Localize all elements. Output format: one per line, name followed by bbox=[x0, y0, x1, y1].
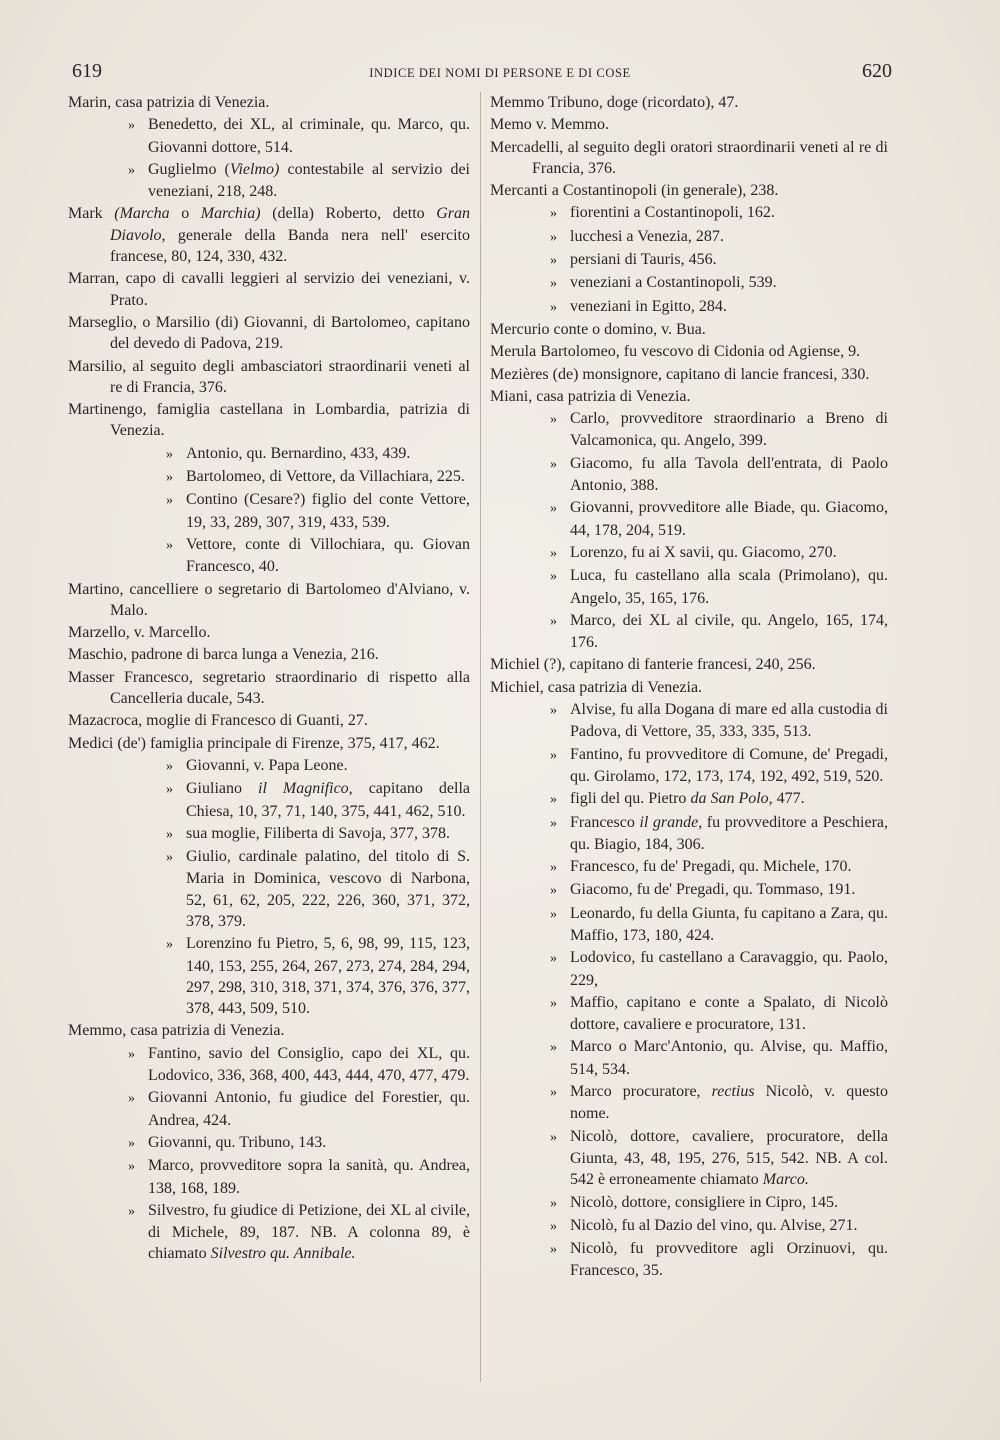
entry-text: Mark bbox=[68, 205, 115, 223]
ditto-marker: » bbox=[550, 1195, 557, 1211]
entry-text: generale della Banda nera nell' esercito francese, 80, 124, 330, 432. bbox=[110, 226, 470, 266]
index-entry bbox=[68, 114, 470, 158]
ditto-marker: » bbox=[550, 703, 557, 719]
index-entry bbox=[490, 1215, 888, 1237]
entry-text: Lorenzino fu Pietro, 5, 6, 98, 99, 115, 123, 140, 153, 255, 264, 267, 273, 274, 284, 294, 297, 298, 310, 318, 371, 374, 376, 376, 377, 378, 443, 509, 510. bbox=[186, 935, 470, 1018]
entry-italic-text: rectius bbox=[711, 1083, 755, 1101]
index-entry bbox=[68, 755, 470, 777]
ditto-marker: » bbox=[550, 276, 557, 292]
ditto-marker: » bbox=[166, 937, 173, 953]
index-entry bbox=[68, 1155, 470, 1199]
entry-text: Mercadelli, al seguito degli oratori straordinarii veneti al re di Francia, 376. bbox=[490, 138, 888, 177]
ditto-marker: » bbox=[550, 412, 557, 428]
index-entry bbox=[68, 579, 470, 622]
entry-text: fu provveditore a Peschiera, qu. Biagio, 184, 306. bbox=[570, 813, 889, 853]
entry-text: Michiel, casa patrizia di Venezia. bbox=[490, 678, 703, 696]
ditto-marker: » bbox=[550, 545, 557, 561]
entry-text: Mercurio conte o domino, v. Bua. bbox=[490, 320, 706, 338]
entry-text: Francesco bbox=[570, 813, 640, 831]
entry-italic-text: Vielmo) bbox=[229, 160, 280, 178]
index-entry bbox=[68, 356, 470, 399]
entry-text: Memmo, casa patrizia di Venezia. bbox=[68, 1022, 285, 1040]
index-entry bbox=[490, 453, 888, 497]
index-entry bbox=[490, 903, 888, 947]
left-column bbox=[68, 92, 470, 1266]
entry-text: Giovanni Antonio, fu giudice del Forestier, qu. Andrea, 424. bbox=[148, 1089, 470, 1129]
index-entry bbox=[490, 272, 888, 294]
ditto-marker: » bbox=[166, 826, 173, 842]
entry-text: Memmo Tribuno, doge (ricordato), 47. bbox=[490, 94, 739, 111]
ditto-marker: » bbox=[550, 906, 557, 922]
entry-text: Mazacroca, moglie di Francesco di Guanti, 27. bbox=[68, 712, 368, 730]
entry-text: Bartolomeo, di Vettore, da Villachiara, 225. bbox=[186, 468, 465, 486]
index-entry bbox=[490, 856, 888, 878]
index-entry bbox=[68, 534, 470, 578]
index-entry bbox=[490, 202, 888, 224]
entry-text: Marco procuratore, bbox=[570, 1083, 712, 1101]
entry-text: fiorentini a Costantinopoli, 162. bbox=[570, 204, 775, 222]
ditto-marker: » bbox=[128, 162, 135, 178]
index-entry bbox=[68, 268, 470, 311]
entry-text: Nicolò, v. questo nome. bbox=[570, 1083, 889, 1123]
ditto-marker: » bbox=[128, 118, 135, 134]
index-entry bbox=[490, 92, 888, 113]
index-entry bbox=[68, 733, 470, 754]
index-entry bbox=[490, 1238, 888, 1282]
entry-italic-text: il Magnifico, bbox=[258, 780, 353, 798]
entry-text: Francesco, fu de' Pregadi, qu. Michele, 170. bbox=[570, 858, 852, 876]
ditto-marker: » bbox=[166, 782, 173, 798]
entry-text: Merula Bartolomeo, fu vescovo di Cidonia od Agiense, 9. bbox=[490, 343, 861, 361]
ditto-marker: » bbox=[550, 253, 557, 269]
index-entry bbox=[68, 1087, 470, 1131]
ditto-marker: » bbox=[550, 995, 557, 1011]
ditto-marker: » bbox=[128, 1159, 135, 1175]
entry-text: Leonardo, fu della Giunta, fu capitano a Zara, qu. Maffio, 173, 180, 424. bbox=[570, 904, 888, 944]
index-entry bbox=[490, 341, 888, 362]
ditto-marker: » bbox=[128, 1091, 135, 1107]
index-entry bbox=[68, 466, 470, 488]
index-entry bbox=[490, 610, 888, 654]
entry-text: Mercanti a Costantinopoli (in generale), 238. bbox=[490, 182, 779, 200]
entry-text: Marran, capo di cavalli leggieri al servizio dei veneziani, v. Prato. bbox=[68, 270, 470, 309]
running-title: INDICE DEI NOMI DI PERSONE E DI COSE bbox=[369, 66, 631, 80]
entry-text: Giuliano bbox=[186, 780, 259, 798]
index-entry bbox=[68, 159, 470, 203]
entry-text: Marin, casa patrizia di Venezia. bbox=[68, 94, 270, 111]
index-entry bbox=[490, 319, 888, 340]
ditto-marker: » bbox=[550, 951, 557, 967]
index-entry bbox=[68, 823, 470, 845]
index-entry bbox=[490, 1126, 888, 1191]
index-entry bbox=[68, 778, 470, 822]
ditto-marker: » bbox=[128, 1203, 135, 1219]
index-entry bbox=[490, 744, 888, 788]
ditto-marker: » bbox=[550, 792, 557, 808]
index-entry bbox=[68, 644, 470, 665]
index-entry bbox=[490, 180, 888, 201]
entry-text: Alvise, fu alla Dogana di mare ed alla custodia di Padova, di Vettore, 35, 333, 335, 513. bbox=[570, 701, 888, 741]
index-entry bbox=[490, 249, 888, 271]
index-entry bbox=[490, 497, 888, 541]
index-entry bbox=[490, 408, 888, 452]
index-entry bbox=[490, 137, 888, 180]
entry-text: Giulio, cardinale palatino, del titolo di S. Maria in Dominica, vescovo di Narbona, 52, 61, 62, 205, 222, 226, 360, 371, 372, 378, 379. bbox=[186, 848, 470, 930]
index-entry bbox=[490, 296, 888, 318]
entry-text: veneziani a Costantinopoli, 539. bbox=[570, 274, 777, 292]
entry-text: persiani di Tauris, 456. bbox=[570, 251, 717, 269]
entry-text: Marzello, v. Marcello. bbox=[68, 624, 211, 642]
entry-text: Antonio, qu. Bernardino, 433, 439. bbox=[186, 444, 411, 462]
ditto-marker: » bbox=[550, 815, 557, 831]
ditto-marker: » bbox=[550, 1040, 557, 1056]
index-entry bbox=[68, 933, 470, 1019]
ditto-marker: » bbox=[166, 537, 173, 553]
index-entry bbox=[490, 1192, 888, 1214]
entry-italic-text: il grande, bbox=[639, 813, 703, 831]
entry-text: Guglielmo ( bbox=[148, 160, 230, 178]
index-entry bbox=[68, 667, 470, 710]
entry-text: Marco, dei XL al civile, qu. Angelo, 165, 174, 176. bbox=[570, 611, 888, 652]
entry-text: Nicolò, fu provveditore agli Orzinuovi, qu. Francesco, 35. bbox=[570, 1240, 888, 1280]
page-number-right: 620 bbox=[862, 60, 892, 82]
entry-italic-text: Marchia) bbox=[200, 205, 261, 223]
index-entry bbox=[68, 1200, 470, 1265]
entry-text: o bbox=[169, 205, 201, 223]
page-number-left: 619 bbox=[72, 60, 102, 82]
index-entry bbox=[490, 386, 888, 407]
ditto-marker: » bbox=[550, 613, 557, 629]
ditto-marker: » bbox=[550, 1242, 557, 1258]
entry-text: lucchesi a Venezia, 287. bbox=[570, 227, 724, 245]
entry-text: contestabile al servizio dei veneziani, 218, 248. bbox=[148, 160, 471, 201]
entry-text: Giovanni, qu. Tribuno, 143. bbox=[148, 1133, 327, 1151]
ditto-marker: » bbox=[166, 446, 173, 462]
entry-text: Giovanni, v. Papa Leone. bbox=[186, 756, 348, 774]
entry-text: veneziani in Egitto, 284. bbox=[570, 297, 727, 315]
index-entry bbox=[68, 399, 470, 442]
index-entry bbox=[68, 846, 470, 932]
entry-text: Medici (de') famiglia principale di Firenze, 375, 417, 462. bbox=[68, 734, 440, 752]
ditto-marker: » bbox=[166, 470, 173, 486]
entry-text: Memo v. Memmo. bbox=[490, 116, 609, 134]
entry-text: Fantino, fu provveditore di Comune, de' Pregadi, qu. Girolamo, 172, 173, 174, 192, 492, 519, 520. bbox=[570, 745, 888, 785]
entry-text: Nicolò, fu al Dazio del vino, qu. Alvise, 271. bbox=[570, 1216, 858, 1234]
ditto-marker: » bbox=[550, 860, 557, 876]
entry-text: Marseglio, o Marsilio (di) Giovanni, di Bartolomeo, capitano del devedo di Padova, 219. bbox=[68, 313, 470, 353]
entry-text: Vettore, conte di Villochiara, qu. Giovan Francesco, 40. bbox=[186, 535, 470, 576]
entry-text: Martinengo, famiglia castellana in Lombardia, patrizia di Venezia. bbox=[68, 401, 470, 440]
index-entry bbox=[490, 879, 888, 901]
ditto-marker: » bbox=[550, 883, 557, 899]
entry-text: Giacomo, fu de' Pregadi, qu. Tommaso, 191. bbox=[570, 881, 856, 899]
entry-text: Maffio, capitano e conte a Spalato, di Nicolò dottore, cavaliere e procuratore, 131. bbox=[570, 993, 888, 1034]
ditto-marker: » bbox=[550, 206, 557, 222]
index-entry bbox=[68, 1132, 470, 1154]
entry-text: Nicolò, dottore, cavaliere, procuratore, della Giunta, 43, 48, 195, 276, 515, 542. NB. A col. 542 è erroneamente chiamato bbox=[570, 1127, 888, 1189]
entry-text: Silvestro, fu giudice di Petizione, dei XL al civile, di Michele, 89, 187. NB. A colonna 89, è chiamato bbox=[148, 1201, 470, 1263]
index-entry bbox=[490, 226, 888, 248]
ditto-marker: » bbox=[166, 758, 173, 774]
entry-text: Marco, provveditore sopra la sanità, qu. Andrea, 138, 168, 189. bbox=[148, 1157, 470, 1197]
index-entry bbox=[490, 364, 888, 385]
entry-text: Carlo, provveditore straordinario a Breno di Valcamonica, qu. Angelo, 399. bbox=[570, 410, 888, 450]
index-entry bbox=[68, 203, 470, 267]
ditto-marker: » bbox=[128, 1046, 135, 1062]
ditto-marker: » bbox=[166, 850, 173, 866]
entry-text: Marco o Marc'Antonio, qu. Alvise, qu. Maffio, 514, 534. bbox=[570, 1038, 888, 1078]
ditto-marker: » bbox=[550, 501, 557, 517]
entry-text: Lodovico, fu castellano a Caravaggio, qu. Paolo, 229, bbox=[570, 949, 888, 989]
entry-text: Marsilio, al seguito degli ambasciatori straordinarii veneti al re di Francia, 376. bbox=[68, 357, 470, 396]
index-entry bbox=[490, 654, 888, 675]
entry-italic-text: da San Polo, bbox=[690, 790, 773, 808]
ditto-marker: » bbox=[128, 1135, 135, 1151]
index-entry bbox=[490, 812, 888, 856]
entry-text: Maschio, padrone di barca lunga a Venezia, 216. bbox=[68, 646, 379, 664]
index-entry bbox=[68, 710, 470, 731]
index-entry bbox=[490, 114, 888, 135]
entry-text: (della) Roberto, detto bbox=[260, 205, 437, 223]
entry-text: Masser Francesco, segretario straordinario di rispetto alla Cancelleria ducale, 543. bbox=[68, 668, 470, 708]
ditto-marker: » bbox=[550, 229, 557, 245]
index-entry bbox=[68, 1020, 470, 1041]
entry-text: capitano della Chiesa, 10, 37, 71, 140, 375, 441, 462, 510. bbox=[186, 780, 470, 820]
index-entry bbox=[490, 947, 888, 991]
index-entry bbox=[490, 1036, 888, 1080]
index-entry bbox=[68, 312, 470, 355]
column-divider bbox=[480, 92, 481, 1382]
ditto-marker: » bbox=[550, 569, 557, 585]
entry-text: Martino, cancelliere o segretario di Bartolomeo d'Alviano, v. Malo. bbox=[68, 580, 470, 619]
entry-text: Lorenzo, fu ai X savii, qu. Giacomo, 270. bbox=[570, 543, 837, 561]
entry-italic-text: Marco. bbox=[762, 1171, 809, 1189]
entry-text: 477. bbox=[772, 790, 805, 808]
entry-text: Mezières (de) monsignore, capitano di lancie francesi, 330. bbox=[490, 365, 870, 383]
entry-italic-text: Gran Diavolo, bbox=[110, 205, 470, 244]
index-entry bbox=[68, 489, 470, 533]
index-entry bbox=[68, 1043, 470, 1087]
entry-text: Miani, casa patrizia di Venezia. bbox=[490, 387, 691, 405]
entry-text: Nicolò, dottore, consigliere in Cipro, 145. bbox=[570, 1193, 838, 1211]
ditto-marker: » bbox=[550, 1129, 557, 1145]
index-entry bbox=[490, 1081, 888, 1125]
right-column bbox=[490, 92, 888, 1283]
index-entry bbox=[68, 622, 470, 643]
entry-text: Benedetto, dei XL, al criminale, qu. Marco, qu. Giovanni dottore, 514. bbox=[148, 116, 470, 156]
entry-italic-text: Silvestro qu. Annibale. bbox=[210, 1245, 356, 1263]
ditto-marker: » bbox=[166, 493, 173, 509]
entry-text: Giovanni, provveditore alle Biade, qu. Giacomo, 44, 178, 204, 519. bbox=[570, 499, 888, 539]
ditto-marker: » bbox=[550, 456, 557, 472]
entry-italic-text: (Marcha bbox=[114, 205, 170, 223]
index-entry bbox=[490, 565, 888, 609]
ditto-marker: » bbox=[550, 1085, 557, 1101]
ditto-marker: » bbox=[550, 747, 557, 763]
index-entry bbox=[490, 788, 888, 810]
index-entry bbox=[490, 677, 888, 698]
ditto-marker: » bbox=[550, 1218, 557, 1234]
entry-text: Michiel (?), capitano di fanterie francesi, 240, 256. bbox=[490, 656, 816, 674]
entry-text: Luca, fu castellano alla scala (Primolano), qu. Angelo, 35, 165, 176. bbox=[570, 567, 888, 607]
index-entry bbox=[490, 992, 888, 1036]
entry-text: Contino (Cesare?) figlio del conte Vettore, 19, 33, 289, 307, 319, 433, 539. bbox=[186, 491, 470, 531]
ditto-marker: » bbox=[550, 299, 557, 315]
index-entry bbox=[490, 699, 888, 743]
index-entry bbox=[68, 92, 470, 113]
entry-text: figli del qu. Pietro bbox=[570, 790, 691, 808]
index-entry bbox=[490, 542, 888, 564]
entry-text: Giacomo, fu alla Tavola dell'entrata, di Paolo Antonio, 388. bbox=[570, 454, 888, 495]
index-entry bbox=[68, 443, 470, 465]
entry-text: Fantino, savio del Consiglio, capo dei XL, qu. Lodovico, 336, 368, 400, 443, 444, 470, 477, 479. bbox=[148, 1044, 470, 1085]
entry-text: sua moglie, Filiberta di Savoja, 377, 378. bbox=[186, 824, 450, 842]
